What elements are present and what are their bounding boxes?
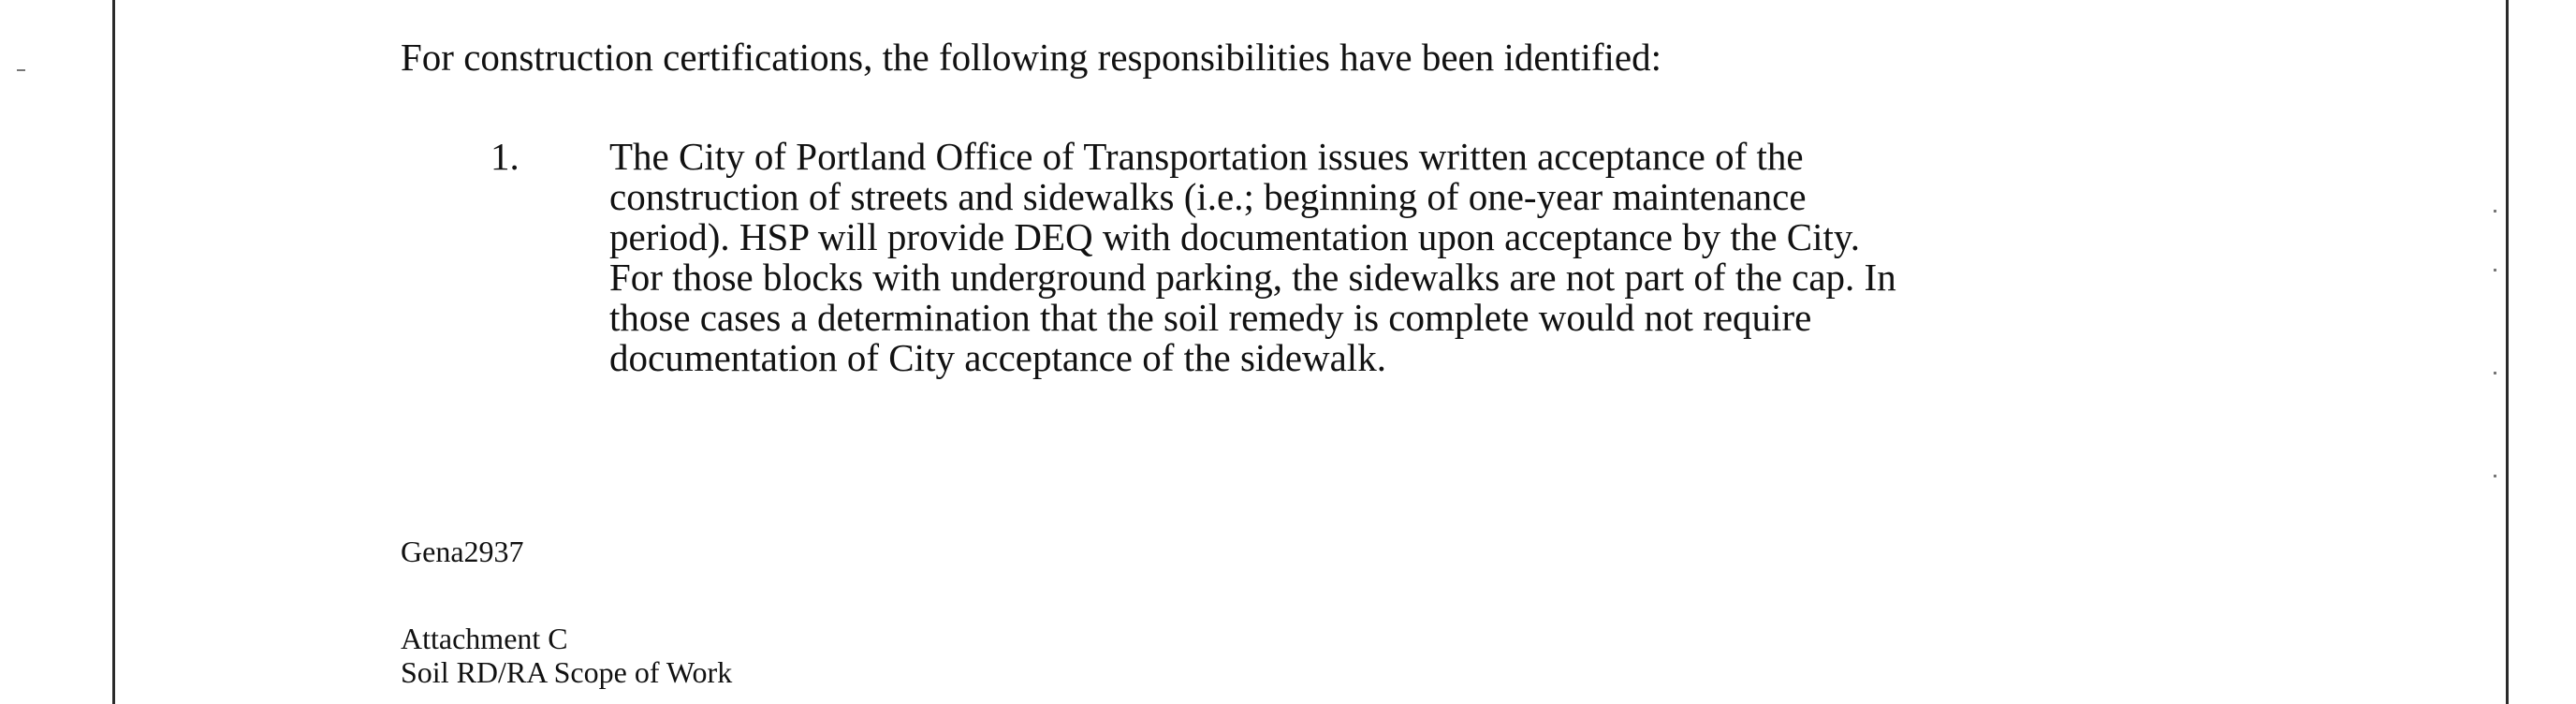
document-id: Gena2937 [401,535,524,568]
scan-mark [2494,210,2496,213]
list-line: documentation of City acceptance of the sidewalk. [609,336,1386,379]
list-line: construction of streets and sidewalks (i.e.; beginning of one-year maintenance [609,175,1807,218]
list-line: period). HSP will provide DEQ with documentation upon acceptance by the City. [609,215,1861,258]
list-line: For those blocks with underground parking, the sidewalks are not part of the cap. In [609,256,1896,299]
list-number: 1. [490,135,520,178]
footer-line: Attachment C [401,622,568,655]
footer-attachment [401,622,732,689]
scan-mark [2494,475,2496,477]
intro-paragraph: For construction certifications, the following responsibilities have been identified: [401,36,1661,79]
scan-mark [2494,269,2496,271]
scan-mark [2494,372,2496,374]
list-line: those cases a determination that the soil remedy is complete would not require [609,296,1812,339]
footer-line: Soil RD/RA Scope of Work [401,655,733,689]
scan-mark [17,69,25,71]
list-line: The City of Portland Office of Transportation issues written acceptance of the [609,135,1804,178]
list-item-text [609,137,2257,378]
